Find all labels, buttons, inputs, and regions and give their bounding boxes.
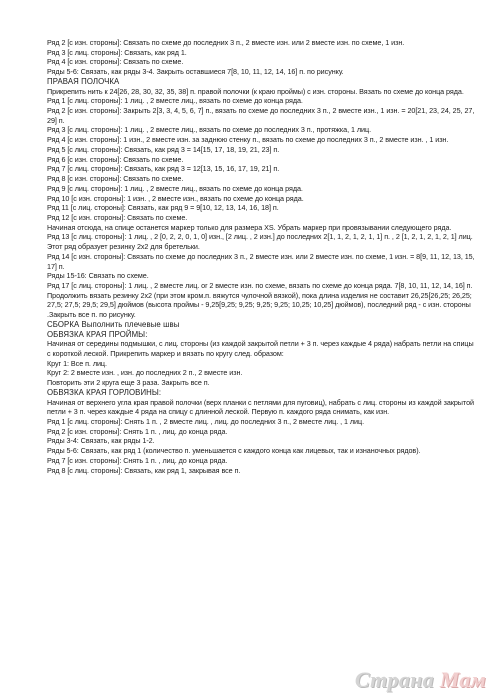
- instructions-document: [47, 38, 477, 475]
- instruction-line: Ряд 17 [с лиц. стороны]: 1 лиц. , 2 вместе лиц. or 2 вместе изн. по схеме, вязать по схеме до конца ряда. 7[8, 10, 11, 12, 14, 16] п.: [47, 280, 473, 290]
- section-heading: ОБВЯЗКА КРАЯ ПРОЙМЫ:: [47, 329, 148, 339]
- instruction-line: Ряд 7 [с лиц. стороны]: Связать, как ряд 3 = 12[13, 15, 16, 17, 19, 21] п.: [47, 164, 280, 174]
- instruction-line: Ряд 6 [с изн. стороны]: Связать по схеме.: [47, 154, 184, 164]
- section-heading: ПРАВАЯ ПОЛОЧКА: [47, 76, 120, 86]
- instruction-line: Ряд 12 [с изн. стороны]: Связать по схеме.: [47, 212, 188, 222]
- instruction-line: Ряды 3-4: Связать, как ряды 1-2.: [47, 436, 155, 446]
- instruction-line: Ряд 5 [с лиц. стороны]: Связать, как ряд 3 = 14[15, 17, 18, 19, 21, 23] п.: [47, 144, 280, 154]
- instruction-line: Ряд 8 [с лиц. стороны]: Связать, как ряд 1, закрывая все п.: [47, 465, 241, 475]
- instruction-line: Круг 1: Все п. лиц.: [47, 358, 107, 368]
- instruction-line: Ряд 2 [с изн. стороны]: Снять 1 п. , лиц. до конца ряда.: [47, 426, 228, 436]
- instruction-line: Начиная отсюда, на спице останется маркер только для размера XS. Убрать маркер при провязывании следующего ряда.: [47, 222, 452, 232]
- instruction-line: Ряд 14 [с изн. стороны]: Связать по схеме до последних 3 п., 2 вместе изн. или 2 вместе изн. по схеме, 1 изн. = 8[9, 11, 12, 13, 15, 17] п.: [47, 251, 475, 271]
- instruction-line: Ряд 9 [с лиц. стороны]: 1 лиц. , 2 вместе лиц., вязать по схеме до конца ряда.: [47, 183, 303, 193]
- instruction-line: Повторить эти 2 круга еще 3 раза. Закрыть все п.: [47, 378, 210, 388]
- instruction-line: Ряд 2 [с изн. стороны]: Закрыть 2[3, 3, 4, 5, 6, 7] п., вязать по схеме до последних 3 п., 2 вместе изн., 1 изн. = 20[21, 23, 24, 25, 27, 29] п.: [47, 106, 475, 125]
- instruction-line: Ряд 4 [с изн. стороны]: 1 изн., 2 вместе изн. за заднюю стенку п., вязать по схеме до последних 3 п., 2 вместе изн. , 1 изн.: [47, 135, 449, 145]
- instruction-line: Ряд 3 [с лиц. стороны]: Связать, как ряд 1.: [47, 47, 187, 57]
- instruction-line: Начиная от верхнего угла края правой полочки (верх планки с петлями для пуговиц), набрать с лиц. стороны из каждой закрытой петли + 3 п. через каждые 4 ряда на спицу с длинной леской. Первую п. каждого ряда снимать, как изн.: [47, 397, 475, 417]
- site-watermark: [355, 667, 486, 693]
- watermark-word-2: Мам: [439, 667, 486, 692]
- instruction-line: Ряд 2 [с изн. стороны]: Связать по схеме до последних 3 п., 2 вместе изн. или 2 вместе изн. по схеме, 1 изн.: [47, 38, 405, 47]
- instruction-line: Ряд 13 [с лиц. стороны]: 1 лиц. , 2 [0, 2, 2, 0, 1, 0] изн., [2 лиц. , 2 изн.] до последних 2[1, 1, 2, 1, 2, 1, 1] п. , 2 [1, 2, 1, 2, 1, 2, 1] лиц. Этот ряд образует резинку 2х2 для бретельки.: [47, 232, 473, 252]
- instruction-line: Прикрепить нить к 24[26, 28, 30, 32, 35, 38] п. правой полочки (к краю проймы) с изн. стороны. Вязать по схеме до конца ряда.: [47, 86, 464, 96]
- instruction-line: Ряд 8 [с изн. стороны]: Связать по схеме.: [47, 174, 184, 184]
- instruction-line: Ряд 10 [с изн. стороны]: 1 изн. , 2 вместе изн., вязать по схеме до конца ряда.: [47, 193, 304, 203]
- instruction-line: Ряды 5-6: Связать, как ряд 1 (количество п. уменьшается с каждого конца как лицевых, так и изнаночных рядов).: [47, 446, 421, 456]
- instruction-line: Ряд 11 [с лиц. стороны]: Связать, как ряд 9 = 9[10, 12, 13, 14, 16, 18] п.: [47, 203, 279, 213]
- instruction-line: Ряд 3 [с лиц. стороны]: 1 лиц. , 2 вместе лиц., вязать по схеме до последних 3 п., протяжка, 1 лиц.: [47, 125, 372, 135]
- instruction-line: Круг 2: 2 вместе изн. , изн. до последних 2 п., 2 вместе изн.: [47, 368, 243, 378]
- section-heading: СБОРКА Выполнить плечевые швы: [47, 319, 180, 329]
- instruction-line: Ряд 1 [с лиц. стороны]: Снять 1 п. , 2 вместе лиц. , лиц. до последних 3 п., 2 вместе лиц. , 1 лиц.: [47, 417, 365, 427]
- section-heading: ОБВЯЗКА КРАЯ ГОРЛОВИНЫ:: [47, 387, 162, 397]
- instruction-line: Ряд 4 [с изн. стороны]: Связать по схеме.: [47, 57, 184, 67]
- instruction-line: Ряд 1 [с лиц. стороны]: 1 лиц. , 2 вместе лиц., вязать по схеме до конца ряда.: [47, 96, 303, 106]
- instruction-line: Ряды 5-6: Связать, как ряды 3-4. Закрыть оставшиеся 7[8, 10, 11, 12, 14, 16] п. по рисунку.: [47, 67, 344, 77]
- watermark-word-1: Страна: [354, 667, 440, 692]
- instruction-line: Начиная от середины подмышки, с лиц. стороны (из каждой закрытой петли + 3 п. через каждые 4 ряда) набрать петли на спицы с короткой леской. Прикрепить маркер и вязать по кругу след. образом:: [47, 339, 474, 358]
- instruction-line: Продолжить вязать резинку 2х2 (при этом кром.п. вяжутся чулочной вязкой), пока длина изделия не составит 26,25[26,25; 26,25; 27,5; 27,5; 29,5; 29,5] дюймов (высота проймы - 9,25[9,25; 9,25; 9,25; 9,25; 10,25; 10,25] дюймов), последний ряд - с изн. стороны .Закрыть все п. по рисунку.: [47, 290, 472, 320]
- instruction-line: Ряды 15-16: Связать по схеме.: [47, 271, 149, 281]
- instruction-line: Ряд 7 [с изн. стороны]: Снять 1 п. , лиц. до конца ряда.: [47, 455, 228, 465]
